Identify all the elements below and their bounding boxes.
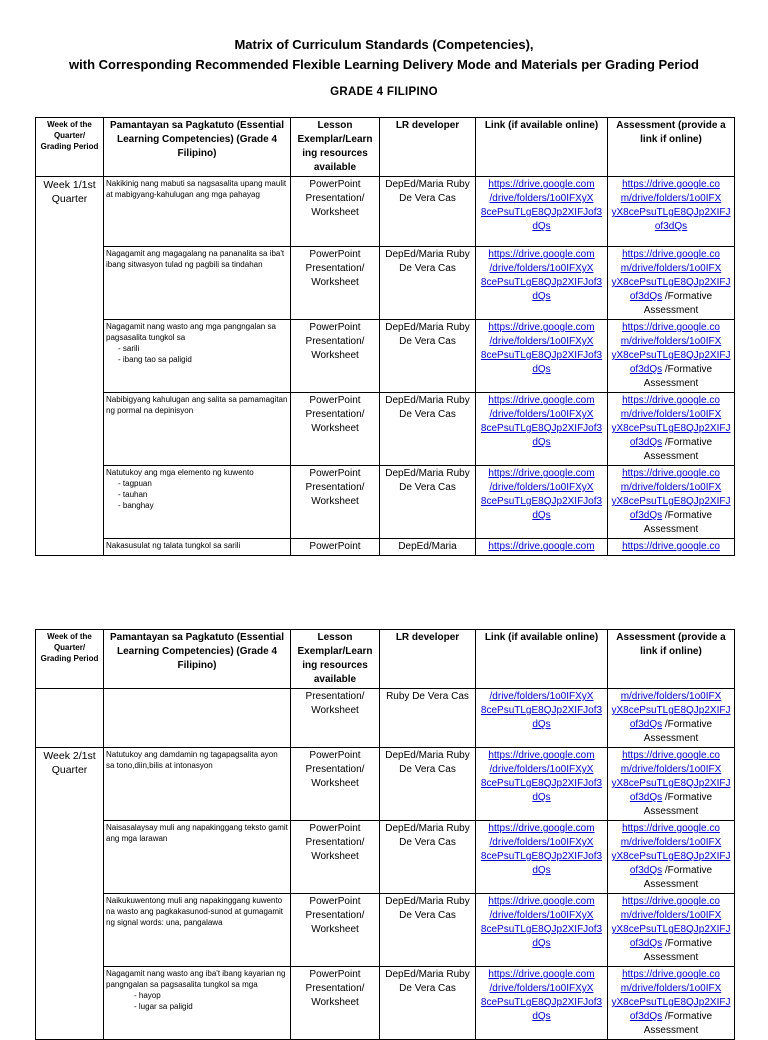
assessment-link[interactable]: m/drive/folders/1o0IFX yX8cePsuTLgE8QJp2XIFJ of3dQs xyxy=(611,691,731,730)
assessment-type: /Formative Assessment xyxy=(643,792,713,817)
competency-text: Nabibigyang kahulugan ang salita sa pamamagitan ng pormal na depinisyon xyxy=(106,395,288,415)
developer-cell: DepEd/Maria xyxy=(380,539,476,556)
competency-sublist xyxy=(106,343,288,365)
list-item: - hayop xyxy=(134,990,288,1001)
list-item: - tagpuan xyxy=(118,478,288,489)
assessment-type: /Formative Assessment xyxy=(643,510,713,535)
lesson-cell: PowerPoint Presentation/ Worksheet xyxy=(291,247,380,320)
resource-link[interactable]: /drive/folders/1o0IFXyX 8cePsuTLgE8QJp2XIFJof3 dQs xyxy=(480,691,603,730)
header-lesson: Lesson Exemplar/Learn ing resources available xyxy=(291,630,380,689)
competency-cell xyxy=(104,894,291,967)
list-item: - tauhan xyxy=(118,489,288,500)
competency-cell xyxy=(104,177,291,247)
document-title-line2: with Corresponding Recommended Flexible Learning Delivery Mode and Materials per Grading Period xyxy=(69,57,699,72)
assessment-link[interactable]: https://drive.google.co xyxy=(622,541,720,552)
week-cell xyxy=(36,689,104,748)
developer-cell: DepEd/Maria Ruby De Vera Cas xyxy=(380,967,476,1040)
competency-cell xyxy=(104,821,291,894)
table-row xyxy=(36,967,735,1040)
table-row-continued xyxy=(36,689,735,748)
lesson-cell: PowerPoint Presentation/ Worksheet xyxy=(291,894,380,967)
header-week: Week of the Quarter/ Grading Period xyxy=(36,630,104,689)
assessment-link[interactable]: https://drive.google.co m/drive/folders/1o0IFX yX8cePsuTLgE8QJp2XIFJ of3dQs xyxy=(611,322,731,375)
competency-text: Nagagamit nang wasto ang mga pangngalan sa pagsasalita tungkol sa xyxy=(106,322,276,342)
header-developer: LR developer xyxy=(380,118,476,177)
resource-link[interactable]: https://drive.google.com /drive/folders/1o0IFXyX 8cePsuTLgE8QJp2XIFJof3 dQs xyxy=(480,468,603,521)
competency-cell xyxy=(104,393,291,466)
list-item: - sarili xyxy=(118,343,288,354)
assessment-type: /Formative Assessment xyxy=(643,364,713,389)
competency-text: Nakasusulat ng talata tungkol sa sarili xyxy=(106,541,241,550)
developer-cell: DepEd/Maria Ruby De Vera Cas xyxy=(380,748,476,821)
assessment-link[interactable]: https://drive.google.co m/drive/folders/1o0IFX yX8cePsuTLgE8QJp2XIFJ of3dQs xyxy=(611,395,731,448)
developer-cell: DepEd/Maria Ruby De Vera Cas xyxy=(380,821,476,894)
table-row xyxy=(36,894,735,967)
table-row xyxy=(36,247,735,320)
assessment-type: /Formative Assessment xyxy=(643,719,713,744)
header-competency: Pamantayan sa Pagkatuto (Essential Learning Competencies) (Grade 4 Filipino) xyxy=(104,118,291,177)
table-row xyxy=(36,821,735,894)
header-competency: Pamantayan sa Pagkatuto (Essential Learning Competencies) (Grade 4 Filipino) xyxy=(104,630,291,689)
competency-text: Natutukoy ang damdamin ng tagapagsalita ayon sa tono,diin,bilis at intonasyon xyxy=(106,750,278,770)
lesson-cell: PowerPoint Presentation/ Worksheet xyxy=(291,821,380,894)
developer-cell: DepEd/Maria Ruby De Vera Cas xyxy=(380,247,476,320)
header-assessment: Assessment (provide a link if online) xyxy=(608,630,735,689)
resource-link[interactable]: https://drive.google.com /drive/folders/1o0IFXyX 8cePsuTLgE8QJp2XIFJof3 dQs xyxy=(480,969,603,1022)
assessment-link[interactable]: https://drive.google.co m/drive/folders/1o0IFX yX8cePsuTLgE8QJp2XIFJ of3dQs xyxy=(611,969,731,1022)
assessment-type: /Formative Assessment xyxy=(643,1011,713,1036)
competency-cell xyxy=(104,247,291,320)
resource-link[interactable]: https://drive.google.com /drive/folders/1o0IFXyX 8cePsuTLgE8QJp2XIFJof3 dQs xyxy=(480,395,603,448)
competency-cell xyxy=(104,689,291,748)
competency-sublist xyxy=(106,990,288,1012)
header-link: Link (if available online) xyxy=(476,118,608,177)
table-row xyxy=(36,748,735,821)
developer-cell: DepEd/Maria Ruby De Vera Cas xyxy=(380,393,476,466)
curriculum-table-part2 xyxy=(35,629,735,1040)
week-cell: Week 2/1st Quarter xyxy=(36,748,104,1040)
assessment-link[interactable]: https://drive.google.co m/drive/folders/1o0IFX yX8cePsuTLgE8QJp2XIFJ of3dQs xyxy=(611,179,731,232)
developer-cell: DepEd/Maria Ruby De Vera Cas xyxy=(380,466,476,539)
developer-cell: Ruby De Vera Cas xyxy=(380,689,476,748)
developer-cell: DepEd/Maria Ruby De Vera Cas xyxy=(380,177,476,247)
document-title-line1: Matrix of Curriculum Standards (Competencies), xyxy=(234,37,534,52)
assessment-link[interactable]: https://drive.google.co m/drive/folders/1o0IFX yX8cePsuTLgE8QJp2XIFJ of3dQs xyxy=(611,750,731,803)
developer-cell: DepEd/Maria Ruby De Vera Cas xyxy=(380,894,476,967)
header-week: Week of the Quarter/ Grading Period xyxy=(36,118,104,177)
assessment-type: /Formative Assessment xyxy=(643,291,713,316)
table-row xyxy=(36,320,735,393)
assessment-link[interactable]: https://drive.google.co m/drive/folders/1o0IFX yX8cePsuTLgE8QJp2XIFJ of3dQs xyxy=(611,823,731,876)
assessment-type: /Formative Assessment xyxy=(643,437,713,462)
assessment-type: /Formative Assessment xyxy=(643,865,713,890)
document-subtitle: GRADE 4 FILIPINO xyxy=(330,86,438,98)
list-item: - lugar sa paligid xyxy=(134,1001,288,1012)
lesson-cell: PowerPoint Presentation/ Worksheet xyxy=(291,748,380,821)
competency-text: Naisasalaysay muli ang napakinggang teksto gamit ang mga larawan xyxy=(106,823,288,843)
lesson-cell: PowerPoint Presentation/ Worksheet xyxy=(291,177,380,247)
lesson-cell: Presentation/ Worksheet xyxy=(291,689,380,748)
resource-link[interactable]: https://drive.google.com /drive/folders/1o0IFXyX 8cePsuTLgE8QJp2XIFJof3 dQs xyxy=(480,750,603,803)
competency-cell xyxy=(104,539,291,556)
competency-sublist xyxy=(106,478,288,511)
list-item: - banghay xyxy=(118,500,288,511)
assessment-link[interactable]: https://drive.google.co m/drive/folders/1o0IFX yX8cePsuTLgE8QJp2XIFJ of3dQs xyxy=(611,249,731,302)
curriculum-table-part1 xyxy=(35,117,735,556)
resource-link[interactable]: https://drive.google.com /drive/folders/1o0IFXyX 8cePsuTLgE8QJp2XIFJof3 dQs xyxy=(480,823,603,876)
lesson-cell: PowerPoint Presentation/ Worksheet xyxy=(291,393,380,466)
competency-cell xyxy=(104,320,291,393)
competency-text: Nagagamit nang wasto ang iba't ibang kayarian ng pangngalan sa pagsasalita tungkol sa mga xyxy=(106,969,286,989)
header-link: Link (if available online) xyxy=(476,630,608,689)
table-row xyxy=(36,466,735,539)
week-cell: Week 1/1st Quarter xyxy=(36,177,104,556)
table-row xyxy=(36,177,735,247)
header-assessment: Assessment (provide a link if online) xyxy=(608,118,735,177)
table-row xyxy=(36,393,735,466)
table-header-row xyxy=(36,630,735,689)
lesson-cell: PowerPoint Presentation/ Worksheet xyxy=(291,466,380,539)
header-developer: LR developer xyxy=(380,630,476,689)
table-header-row xyxy=(36,118,735,177)
lesson-cell: PowerPoint Presentation/ Worksheet xyxy=(291,967,380,1040)
header-lesson: Lesson Exemplar/Learn ing resources available xyxy=(291,118,380,177)
resource-link[interactable]: https://drive.google.com /drive/folders/1o0IFXyX 8cePsuTLgE8QJp2XIFJof3 dQs xyxy=(480,179,603,232)
resource-link[interactable]: https://drive.google.com /drive/folders/1o0IFXyX 8cePsuTLgE8QJp2XIFJof3 dQs xyxy=(480,249,603,302)
resource-link[interactable]: https://drive.google.com /drive/folders/1o0IFXyX 8cePsuTLgE8QJp2XIFJof3 dQs xyxy=(480,322,603,375)
competency-text: Naikukuwentong muli ang napakinggang kuwento na wasto ang pagkakasunod-sunod at gumagamit ng signal words: una, pangalawa xyxy=(106,896,284,927)
assessment-type: /Formative Assessment xyxy=(643,938,713,963)
competency-cell xyxy=(104,967,291,1040)
lesson-cell: PowerPoint xyxy=(291,539,380,556)
resource-link[interactable]: https://drive.google.com xyxy=(488,541,595,552)
table-row xyxy=(36,539,735,556)
competency-text: Nagagamit ang magagalang na pananalita sa iba't ibang sitwasyon tulad ng pagbili sa tindahan xyxy=(106,249,285,269)
competency-text: Natutukoy ang mga elemento ng kuwento xyxy=(106,468,254,477)
assessment-link[interactable]: https://drive.google.co m/drive/folders/1o0IFX yX8cePsuTLgE8QJp2XIFJ of3dQs xyxy=(611,896,731,949)
competency-cell xyxy=(104,466,291,539)
developer-cell: DepEd/Maria Ruby De Vera Cas xyxy=(380,320,476,393)
resource-link[interactable]: https://drive.google.com /drive/folders/1o0IFXyX 8cePsuTLgE8QJp2XIFJof3 dQs xyxy=(480,896,603,949)
competency-cell xyxy=(104,748,291,821)
assessment-link[interactable]: https://drive.google.co m/drive/folders/1o0IFX yX8cePsuTLgE8QJp2XIFJ of3dQs xyxy=(611,468,731,521)
competency-text: Nakikinig nang mabuti sa nagsasalita upang maulit at mabigyang-kahulugan ang mga pahayag xyxy=(106,179,287,199)
lesson-cell: PowerPoint Presentation/ Worksheet xyxy=(291,320,380,393)
list-item: - ibang tao sa paligid xyxy=(118,354,288,365)
